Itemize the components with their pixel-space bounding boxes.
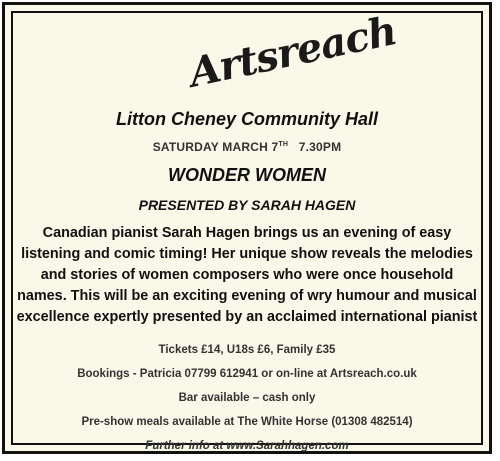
bar-info: Bar available – cash only [178, 392, 316, 404]
meals-info: Pre-show meals available at The White Horse (01308 482514) [81, 416, 413, 428]
description-line: names. This will be an exciting evening of wry humour and musical [17, 288, 477, 304]
venue-heading: Litton Cheney Community Hall [115, 109, 378, 129]
date-time: 7.30PM [298, 140, 342, 154]
artsreach-logo-mark [182, 7, 401, 97]
description-line: listening and comic timing! Her unique show reveals the melodies [21, 246, 473, 262]
description-line: excellence expertly presented by an acclaimed international pianist [16, 309, 478, 325]
logo-text: Artsreach [185, 7, 401, 97]
description-line: and stories of women composers who were once household [40, 267, 454, 283]
date-day: SATURDAY MARCH 7 [152, 140, 279, 154]
artsreach-logo [5, 7, 489, 98]
booking-info: Bookings - Patricia 07799 612941 or on-line at Artsreach.co.uk [77, 368, 417, 380]
further-info: Further info at www.Sarahhagen.com [145, 440, 349, 452]
event-title: WONDER WOMEN [168, 165, 326, 185]
poster-frame [2, 2, 492, 454]
date-suffix: TH [278, 141, 289, 148]
ticket-prices: Tickets £14, U18s £6, Family £35 [158, 344, 336, 356]
event-date [5, 140, 489, 154]
presenter-line: PRESENTED BY SARAH HAGEN [138, 197, 356, 213]
event-description [13, 223, 481, 328]
description-line: Canadian pianist Sarah Hagen brings us an evening of easy [42, 225, 452, 241]
